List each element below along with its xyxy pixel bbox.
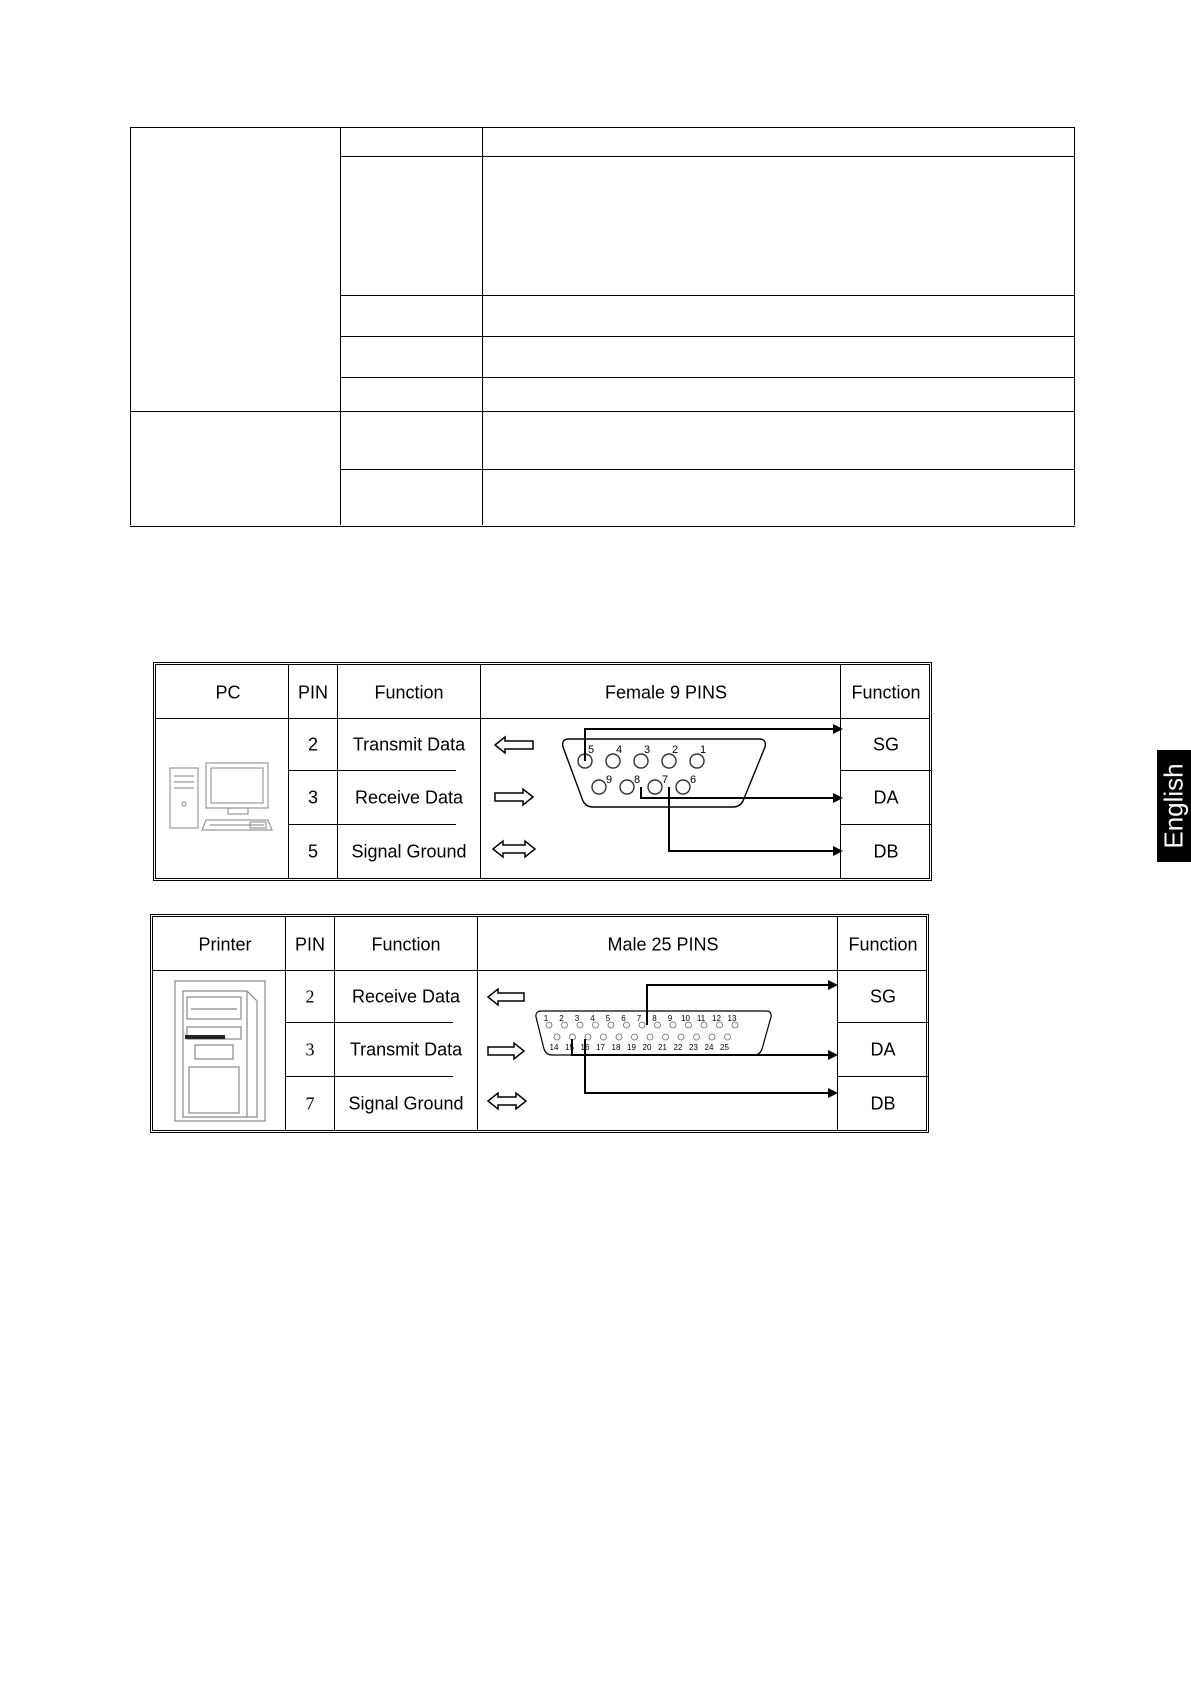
pin-function: Receive Data [354,787,464,808]
connector-pin-label: 24 [704,1043,714,1052]
connector-pin-label: 11 [696,1014,706,1023]
computer-icon [168,760,276,835]
pin-function: Receive Data [351,986,461,1007]
pin-number: 3 [305,1039,315,1060]
pin-function: Signal Ground [348,1093,464,1114]
pin-number: 5 [307,841,319,862]
connector-pin-label: 23 [689,1043,698,1052]
connector-pin-label: 6 [621,1014,626,1023]
pin-function: Transmit Data [352,734,466,755]
svg-text:2: 2 [671,744,679,756]
language-tab[interactable] [1157,750,1191,862]
connector-pin-label: 10 [681,1014,690,1023]
connector-pin-label: 25 [720,1043,729,1052]
svg-text:9: 9 [605,774,613,786]
spec-table-divider [340,469,1075,470]
spec-table-divider [340,377,1075,378]
connector-pin-label: 12 [712,1014,721,1023]
pin-function: Transmit Data [349,1039,463,1060]
connector-pin-label: 3 [574,1014,580,1023]
spec-table-divider [130,411,1075,412]
connector-pin-label: 9 [667,1014,673,1023]
spec-table-border [1074,127,1075,525]
connector-pin-label: 16 [580,1043,590,1052]
pin-dest: SG [872,734,900,755]
connector-pin-label: 1 [543,1014,549,1023]
svg-text:4: 4 [615,744,623,756]
spec-table-border [130,526,1075,527]
pin-dest: DB [873,841,899,862]
header-pin: PIN [294,934,326,955]
header-function-dest: Function [848,934,918,955]
spec-table-divider [340,336,1075,337]
svg-text:5: 5 [587,744,595,756]
connector-pin-label: 19 [627,1043,636,1052]
pin-dest: DA [873,787,899,808]
spec-table-divider [340,156,1075,157]
spec-table-divider [340,127,341,525]
connector-pin-label: 5 [605,1014,611,1023]
male-25-pin-connector [478,971,838,1133]
pin-number: 2 [307,734,319,755]
header-connector: Male 25 PINS [607,934,719,955]
printer-icon [173,979,267,1124]
connector-pin-label: 8 [652,1014,657,1023]
pin-number: 3 [307,787,319,808]
connector-pin-label: 4 [590,1014,595,1023]
printer-pin-table [150,914,929,1133]
header-pin: PIN [297,682,329,703]
pin-function: Signal Ground [351,841,467,862]
pin-dest: DA [870,1039,896,1060]
header-pc: PC [215,682,241,703]
female-9-pin-connector [481,719,841,881]
pin-dest: SG [869,986,897,1007]
pin-dest: DB [870,1093,896,1114]
header-function: Function [371,934,441,955]
connector-pin-label: 18 [611,1043,621,1052]
spec-table-divider [482,127,483,525]
pin-number: 7 [305,1093,315,1114]
connector-pin-label: 15 [565,1043,574,1052]
svg-text:8: 8 [633,774,641,786]
connector-pin-label: 21 [658,1043,667,1052]
pin-number: 2 [305,986,315,1007]
connector-pin-label: 7 [636,1014,642,1023]
svg-text:7: 7 [661,774,669,786]
pc-pin-table [153,662,932,881]
svg-text:6: 6 [689,774,697,786]
connector-pin-label: 13 [727,1014,737,1023]
connector-pin-label: 14 [549,1043,559,1052]
header-function-dest: Function [851,682,921,703]
spec-table-border [130,127,131,525]
spec-table-border [130,127,1075,128]
svg-text:1: 1 [699,744,707,756]
header-printer: Printer [198,934,252,955]
connector-pin-label: 22 [673,1043,683,1052]
connector-pin-label: 2 [559,1014,564,1023]
header-connector: Female 9 PINS [604,682,728,703]
connector-pin-label: 20 [642,1043,652,1052]
header-function: Function [374,682,444,703]
svg-text:3: 3 [643,744,651,756]
language-tab-label: English [1158,763,1189,849]
spec-table-divider [340,295,1075,296]
connector-pin-label: 17 [596,1043,605,1052]
